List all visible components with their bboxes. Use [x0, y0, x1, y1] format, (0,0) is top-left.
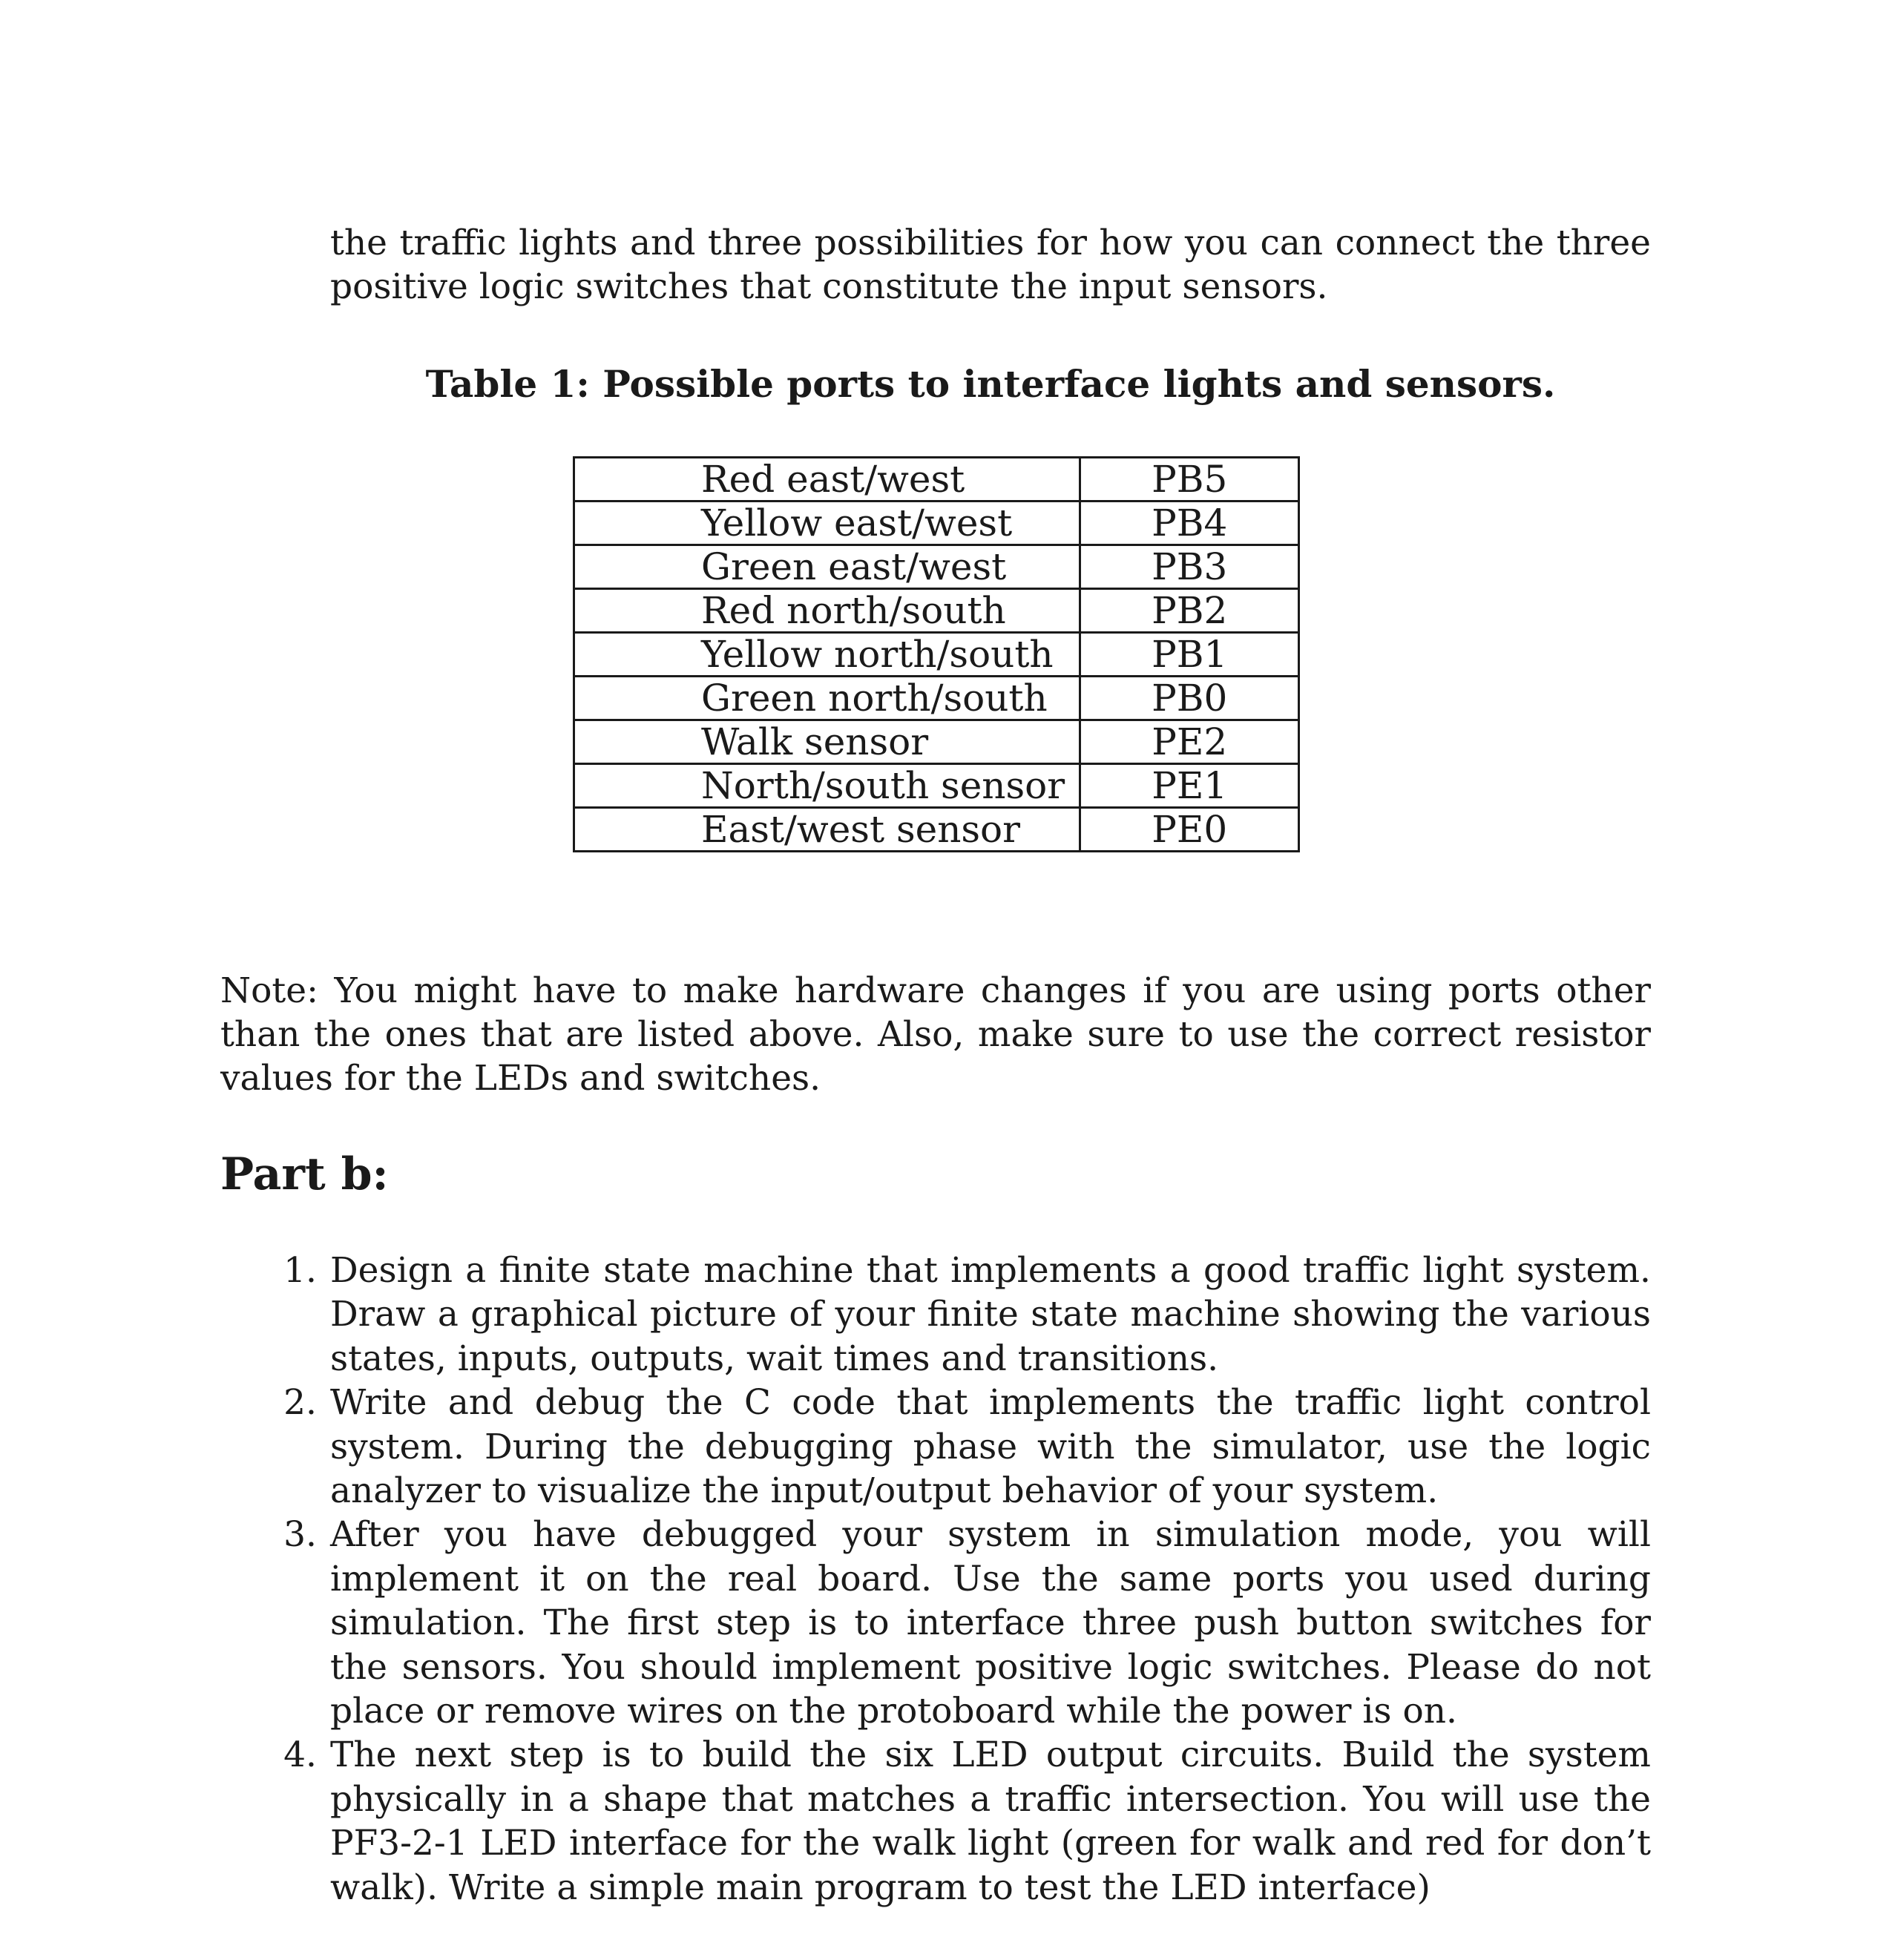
port-cell: PB1 — [1080, 633, 1299, 677]
port-cell: PB0 — [1080, 677, 1299, 720]
part-b-heading: Part b: — [220, 1148, 389, 1200]
table-row — [574, 720, 1299, 764]
signal-name-cell: Yellow north/south — [574, 633, 1080, 677]
signal-name-cell: East/west sensor — [574, 808, 1080, 852]
table-row — [574, 545, 1299, 589]
list-item — [283, 1513, 1651, 1733]
intro-paragraph: the traffic lights and three possibilities for how you can connect the three positive logic switches that constitute the input sensors. — [330, 223, 1651, 307]
list-item-number: 2. — [283, 1382, 317, 1424]
port-cell: PE2 — [1080, 720, 1299, 764]
signal-name-cell: Red east/west — [574, 458, 1080, 501]
port-cell: PB3 — [1080, 545, 1299, 589]
table-row — [574, 458, 1299, 501]
list-item-number: 3. — [283, 1514, 317, 1556]
list-item-number: 1. — [283, 1250, 317, 1291]
table-row — [574, 764, 1299, 808]
port-cell: PB5 — [1080, 458, 1299, 501]
table-row — [574, 677, 1299, 720]
signal-name-cell: Green east/west — [574, 545, 1080, 589]
list-item-text: Write and debug the C code that implements the traffic light control system. During the debugging phase with the simulator, use the logic analyzer to visualize the input/output behavior of your system. — [330, 1382, 1651, 1512]
list-item — [283, 1249, 1651, 1381]
list-item-number: 4. — [283, 1734, 317, 1776]
note-paragraph: Note: You might have to make hardware changes if you are using ports other than the ones that are listed above. Also, make sure to use the correct resistor values for the LEDs and switches. — [220, 970, 1651, 1099]
list-item — [283, 1733, 1651, 1910]
list-item-text: Design a finite state machine that implements a good traffic light system. Draw a graphical picture of your finite state machine showing the various states, inputs, outputs, wait times and transitions. — [330, 1250, 1651, 1379]
list-item-text: The next step is to build the six LED output circuits. Build the system physically in a shape that matches a traffic intersection. You will use the PF3-2-1 LED interface for the walk light (green for walk and red for don’t walk). Write a simple main program to test the LED interface) — [330, 1734, 1651, 1908]
signal-name-cell: North/south sensor — [574, 764, 1080, 808]
port-cell: PB2 — [1080, 589, 1299, 633]
port-cell: PE1 — [1080, 764, 1299, 808]
list-item — [283, 1381, 1651, 1513]
signal-name-cell: Yellow east/west — [574, 501, 1080, 545]
steps-list — [283, 1249, 1651, 1910]
table-row — [574, 633, 1299, 677]
ports-table — [573, 456, 1300, 852]
table-row — [574, 501, 1299, 545]
table-caption: Table 1: Possible ports to interface lights and sensors. — [425, 362, 1556, 406]
table-row — [574, 808, 1299, 852]
signal-name-cell: Green north/south — [574, 677, 1080, 720]
port-cell: PB4 — [1080, 501, 1299, 545]
signal-name-cell: Walk sensor — [574, 720, 1080, 764]
list-item-text: After you have debugged your system in simulation mode, you will implement it on the real board. Use the same ports you used during simulation. The first step is to interface three push button switches for the sensors. You should implement positive logic switches. Please do not place or remove wires on the protoboard while the power is on. — [330, 1514, 1651, 1732]
port-cell: PE0 — [1080, 808, 1299, 852]
signal-name-cell: Red north/south — [574, 589, 1080, 633]
table-row — [574, 589, 1299, 633]
